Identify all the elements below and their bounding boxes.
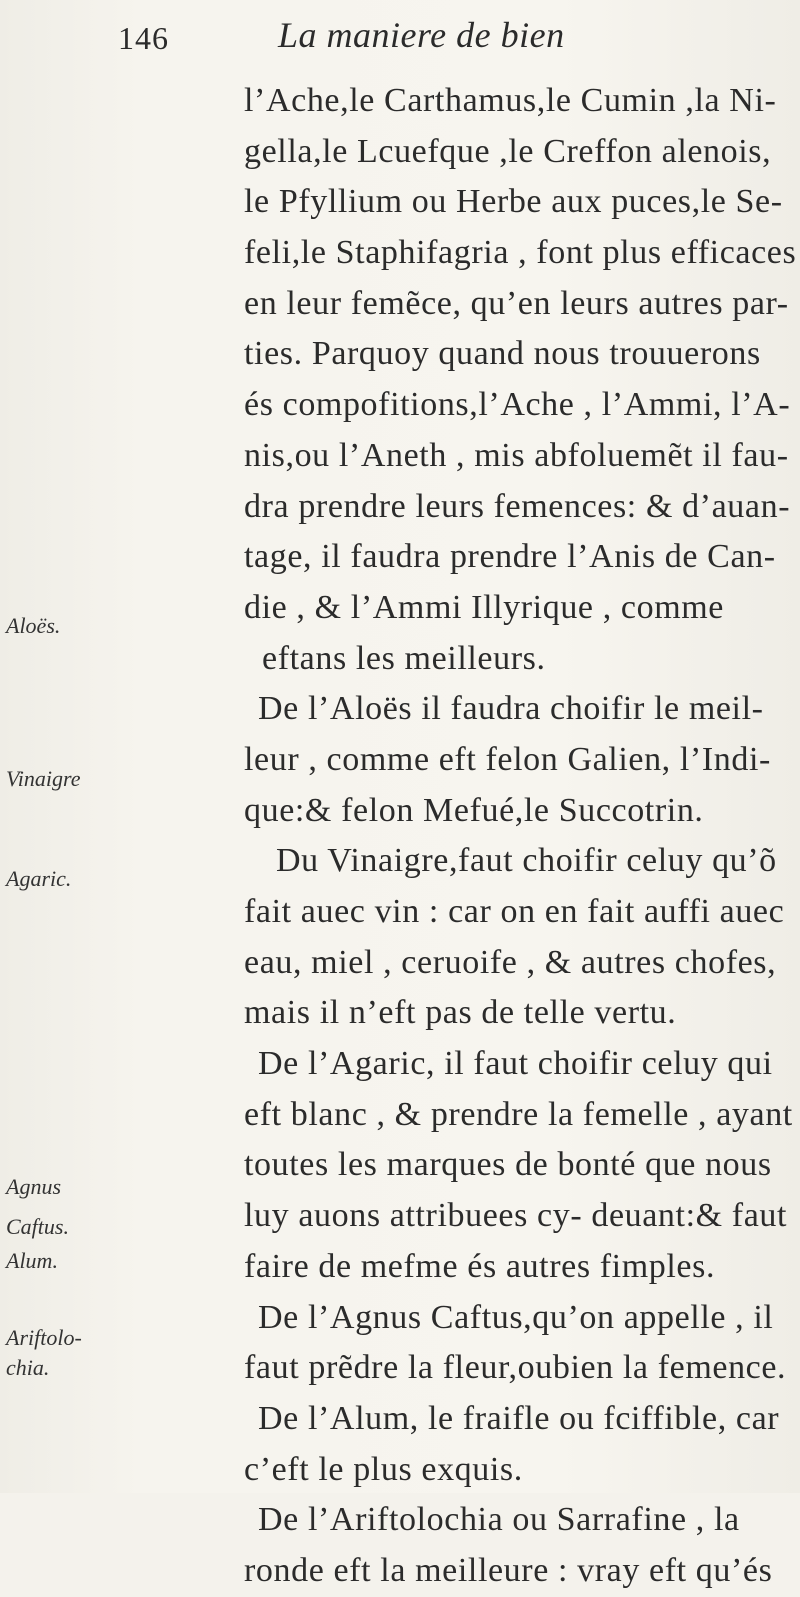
text-line: eftans les meilleurs. [262, 639, 546, 677]
text-line: ties. Parquoy quand nous trouuerons [244, 335, 761, 373]
text-line: De l’Agaric, il faut choifir celuy qui [258, 1045, 773, 1083]
text-line: eft blanc , & prendre la femelle , ayant [244, 1095, 793, 1133]
text-line: luy auons attribuees cy- deuant:& faut [244, 1197, 788, 1235]
margin-notes [0, 0, 240, 1493]
text-line: tage, il faudra prendre l’Anis de Can- [244, 538, 776, 576]
text-line: ronde eft la meilleure : vray eft qu’és [244, 1551, 773, 1589]
text-line: faut prẽdre la fleur,oubien la femence. [244, 1349, 787, 1387]
text-line: que:& felon Mefué,le Succotrin. [244, 791, 704, 829]
text-line: toutes les marques de bonté que nous [244, 1146, 772, 1184]
margin-note-aloes: Aloës. [6, 613, 61, 638]
text-line: mais il n’eft pas de telle vertu. [244, 994, 677, 1032]
margin-note-alum: Alum. [6, 1248, 58, 1273]
text-line: De l’Alum, le fraifle ou fciffible, car [258, 1399, 780, 1437]
text-line: l’Ache,le Carthamus,le Cumin ,la Ni- [244, 82, 777, 119]
margin-note-agaric: Agaric. [6, 866, 72, 891]
text-line: c’eft le plus exquis. [244, 1450, 523, 1488]
text-line: és compofitions,l’Ache , l’Ammi, l’A- [244, 386, 791, 424]
running-title: La maniere de bien [278, 15, 565, 55]
text-line: leur , comme eft felon Galien, l’Indi- [244, 740, 771, 778]
text-line: De l’Ariftolochia ou Sarrafine , la [258, 1501, 740, 1539]
margin-note-agnus: Agnus [6, 1174, 61, 1199]
margin-note-aristolochia: Ariftolo- [6, 1325, 82, 1350]
text-line: nis,ou l’Aneth , mis abfoluemẽt il fau- [244, 436, 789, 474]
text-line: die , & l’Ammi Illyrique , comme [244, 588, 724, 626]
body-text [244, 76, 797, 1597]
text-line: De l’Agnus Caftus,qu’on appelle , il [258, 1298, 774, 1336]
margin-note-castus: Caftus. [6, 1214, 69, 1239]
text-line: Du Vinaigre,faut choifir celuy qu’õ [276, 842, 777, 880]
text-line: dra prendre leurs femences: & d’auan- [244, 487, 791, 525]
text-line: gella,le Lcuefque ,le Creffon alenois, [244, 132, 772, 170]
margin-note-vinaigre: Vinaigre [6, 766, 81, 791]
text-line: De l’Aloës il faudra choifir le meil- [258, 690, 764, 728]
text-line: fait auec vin : car on en fait auffi auec [244, 893, 785, 930]
text-line: feli,le Staphifagria , font plus efficaces [244, 234, 797, 272]
text-line: le Pfyllium ou Herbe aux puces,le Se- [244, 183, 783, 221]
margin-note-aristolochia-cont: chia. [6, 1355, 50, 1380]
page-number: 146 [118, 20, 169, 56]
text-line: eau, miel , ceruoife , & autres chofes, [244, 943, 777, 981]
text-line: en leur femẽce, qu’en leurs autres par- [244, 284, 789, 322]
text-line: faire de mefme és autres fimples. [244, 1247, 716, 1285]
